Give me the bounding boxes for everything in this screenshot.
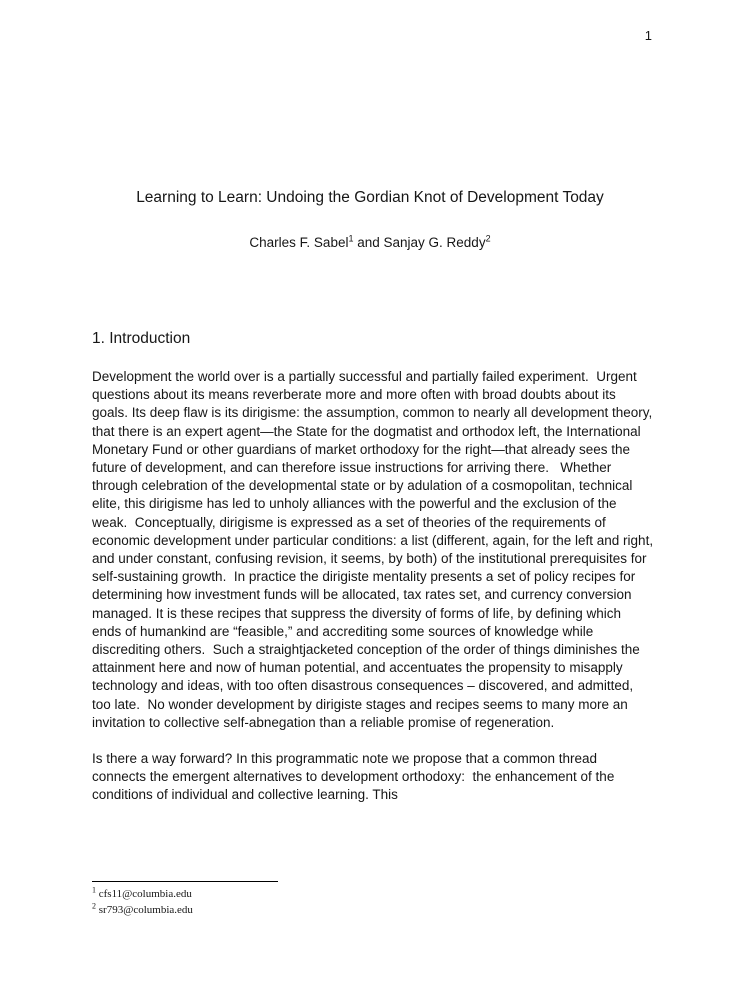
paragraph-1: Development the world over is a partially successful and partially failed experiment. Urgent questions about its means reverberate more and more often with broad doubts about its goals. Its deep flaw is its dirigisme: the assumption, common to nearly all development theory, that there is an expert agent—the State for the dogmatist and orthodox left, the International Monetary Fund or other guardians of market orthodoxy for the right—that already sees the future of development, and can therefore issue instructions for arriving there. Whether through celebration of the developmental state or by adulation of a cosmopolitan, technical elite, this dirigisme has led to unholy alliances with the powerful and the exclusion of the weak. Conceptually, dirigisme is expressed as a set of theories of the requirements of economic development under particular conditions: a list (different, again, for the left and right, and under constant, confusing revision, it seems, by both) of the institutional prerequisites for self-sustaining growth. In practice the dirigiste mentality presents a set of policy recipes for determining how investment funds will be allocated, tax rates set, and currency conversion managed. It is these recipes that suppress the diversity of forms of life, by defining which ends of humankind are “feasible,” and accrediting some sources of knowledge while discrediting others. Such a straightjacketed conception of the order of things diminishes the attainment here and now of human potential, and accentuates the propensity to misapply technology and ideas, with too often disastrous consequences – discovered, and admitted, too late. No wonder development by dirigiste stages and recipes seems to many more an invitation to collective self-abnegation than a reliable promise of regeneration.	[92, 369, 657, 730]
author-2: Sanjay G. Reddy	[383, 235, 486, 250]
footnote-2-marker: 2	[92, 900, 96, 910]
body-text	[92, 368, 657, 823]
footnotes	[92, 887, 193, 918]
author-1: Charles F. Sabel	[249, 235, 349, 250]
paragraph-2: Is there a way forward? In this programmatic note we propose that a common thread connects the emergent alternatives to development orthodoxy: the enhancement of the conditions of individual and collective learning. This	[92, 751, 619, 803]
footnote-2-text: sr793@columbia.edu	[98, 903, 193, 916]
author-2-footnote-marker: 2	[485, 233, 491, 244]
footnote-1-marker: 1	[92, 885, 96, 895]
footnote-separator	[92, 881, 278, 882]
author-1-footnote-marker: 1	[348, 233, 354, 244]
author-joiner: and	[353, 235, 384, 250]
section-heading: 1. Introduction	[92, 330, 191, 347]
author-line	[60, 235, 680, 250]
page-number: 1	[644, 28, 652, 43]
footnote-2	[92, 900, 193, 919]
paper-title: Learning to Learn: Undoing the Gordian Knot of Development Today	[136, 189, 604, 206]
footnote-1-text: cfs11@columbia.edu	[98, 888, 192, 900]
footnote-1	[92, 887, 193, 903]
